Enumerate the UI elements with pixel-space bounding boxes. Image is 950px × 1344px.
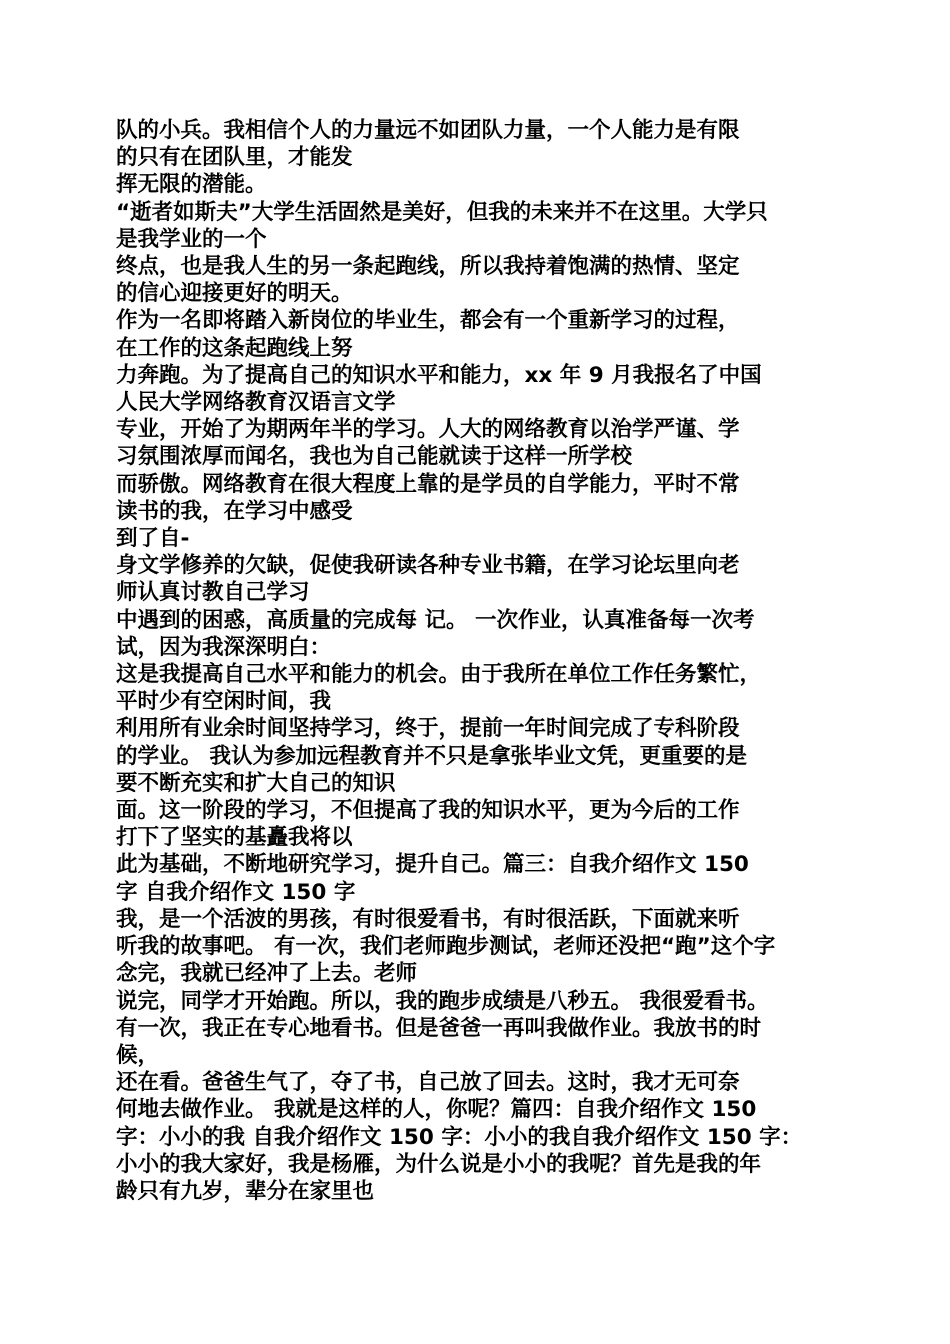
text-line: 候， [116, 1042, 160, 1068]
text-line: 的只有在团队里，才能发 [116, 145, 353, 171]
text-line: 队的小兵。我相信个人的力量远不如团队力量，一个人能力是有限 [116, 118, 740, 143]
text-line: 中遇到的困惑，高质量的完成每 记。 一次作业，认真准备每一次考 [116, 607, 755, 633]
text-line: 要不断充实和扩大自己的知识 [116, 770, 396, 796]
text-line: 人民大学网络教育汉语言文学 [116, 390, 396, 416]
text-line: “逝者如斯夫”大学生活固然是美好，但我的未来并不在这里。大学只 [116, 199, 768, 225]
text-line: 习氛围浓厚而闻名，我也为自己能就读于这样一所学校 [116, 444, 633, 470]
text-line: 念完，我就已经冲了上去。老师 [116, 961, 418, 987]
text-line: 终点，也是我人生的另一条起跑线，所以我持着饱满的热情、坚定 [116, 254, 740, 280]
text-line: 的学业。 我认为参加远程教育并不只是拿张毕业文凭，更重要的是 [116, 743, 747, 769]
text-line: 打下了坚实的基矗我将以 [116, 825, 353, 851]
text-line: 专业，开始了为期两年半的学习。人大的网络教育以治学严谨、学 [116, 417, 740, 443]
text-line: 身文学修养的欠缺，促使我研读各种专业书籍，在学习论坛里向老 [116, 553, 740, 579]
text-line: 龄只有九岁，辈分在家里也 [116, 1178, 375, 1204]
text-line: 此为基础，不断地研究学习，提升自己。篇三：自我介绍作文 150 [116, 852, 749, 878]
text-line: 在工作的这条起跑线上努 [116, 335, 353, 361]
text-line: 是我学业的一个 [116, 226, 267, 252]
text-line: 力奔跑。为了提高自己的知识水平和能力，xx 年 9 月我报名了中国 [116, 362, 762, 388]
text-line: 作为一名即将踏入新岗位的毕业生，都会有一个重新学习的过程， [116, 308, 740, 334]
text-line: 试，因为我深深明白： [116, 634, 332, 660]
text-line: 平时少有空闲时间，我 [116, 689, 332, 715]
document-body-text [116, 117, 836, 1205]
text-line: 而骄傲。网络教育在很大程度上靠的是学员的自学能力，平时不常 [116, 471, 740, 497]
text-line: 听我的故事吧。 有一次，我们老师跑步测试，老师还没把“跑”这个字 [116, 934, 776, 960]
text-line: 利用所有业余时间坚持学习，终于，提前一年时间完成了专科阶段 [116, 716, 740, 742]
text-line: 面。这一阶段的学习，不但提高了我的知识水平，更为今后的工作 [116, 798, 740, 824]
text-line: 何地去做作业。 我就是这样的人，你呢？篇四：自我介绍作文 150 [116, 1097, 757, 1123]
text-line: 字 自我介绍作文 150 字 [116, 879, 356, 905]
text-line: 挥无限的潜能。 [116, 172, 267, 198]
text-line: 到了自- [116, 526, 190, 552]
text-line: 师认真讨教自己学习 [116, 580, 310, 606]
text-line: 字：小小的我 自我介绍作文 150 字：小小的我自我介绍作文 150 字： [116, 1124, 803, 1150]
text-line: 的信心迎接更好的明天。 [116, 281, 353, 307]
text-line: 有一次，我正在专心地看书。但是爸爸一再叫我做作业。我放书的时 [116, 1015, 762, 1041]
text-line: 还在看。爸爸生气了，夺了书，自己放了回去。这时，我才无可奈 [116, 1070, 740, 1096]
text-line: 这是我提高自己水平和能力的机会。由于我所在单位工作任务繁忙， [116, 662, 762, 688]
text-line: 小小的我大家好，我是杨雁，为什么说是小小的我呢？首先是我的年 [116, 1151, 762, 1177]
text-line: 我，是一个活波的男孩，有时很爱看书，有时很活跃，下面就来听 [116, 906, 740, 932]
text-line: 读书的我，在学习中感受 [116, 498, 353, 524]
text-line: 说完，同学才开始跑。所以，我的跑步成绩是八秒五。 我很爱看书。 [116, 988, 769, 1014]
